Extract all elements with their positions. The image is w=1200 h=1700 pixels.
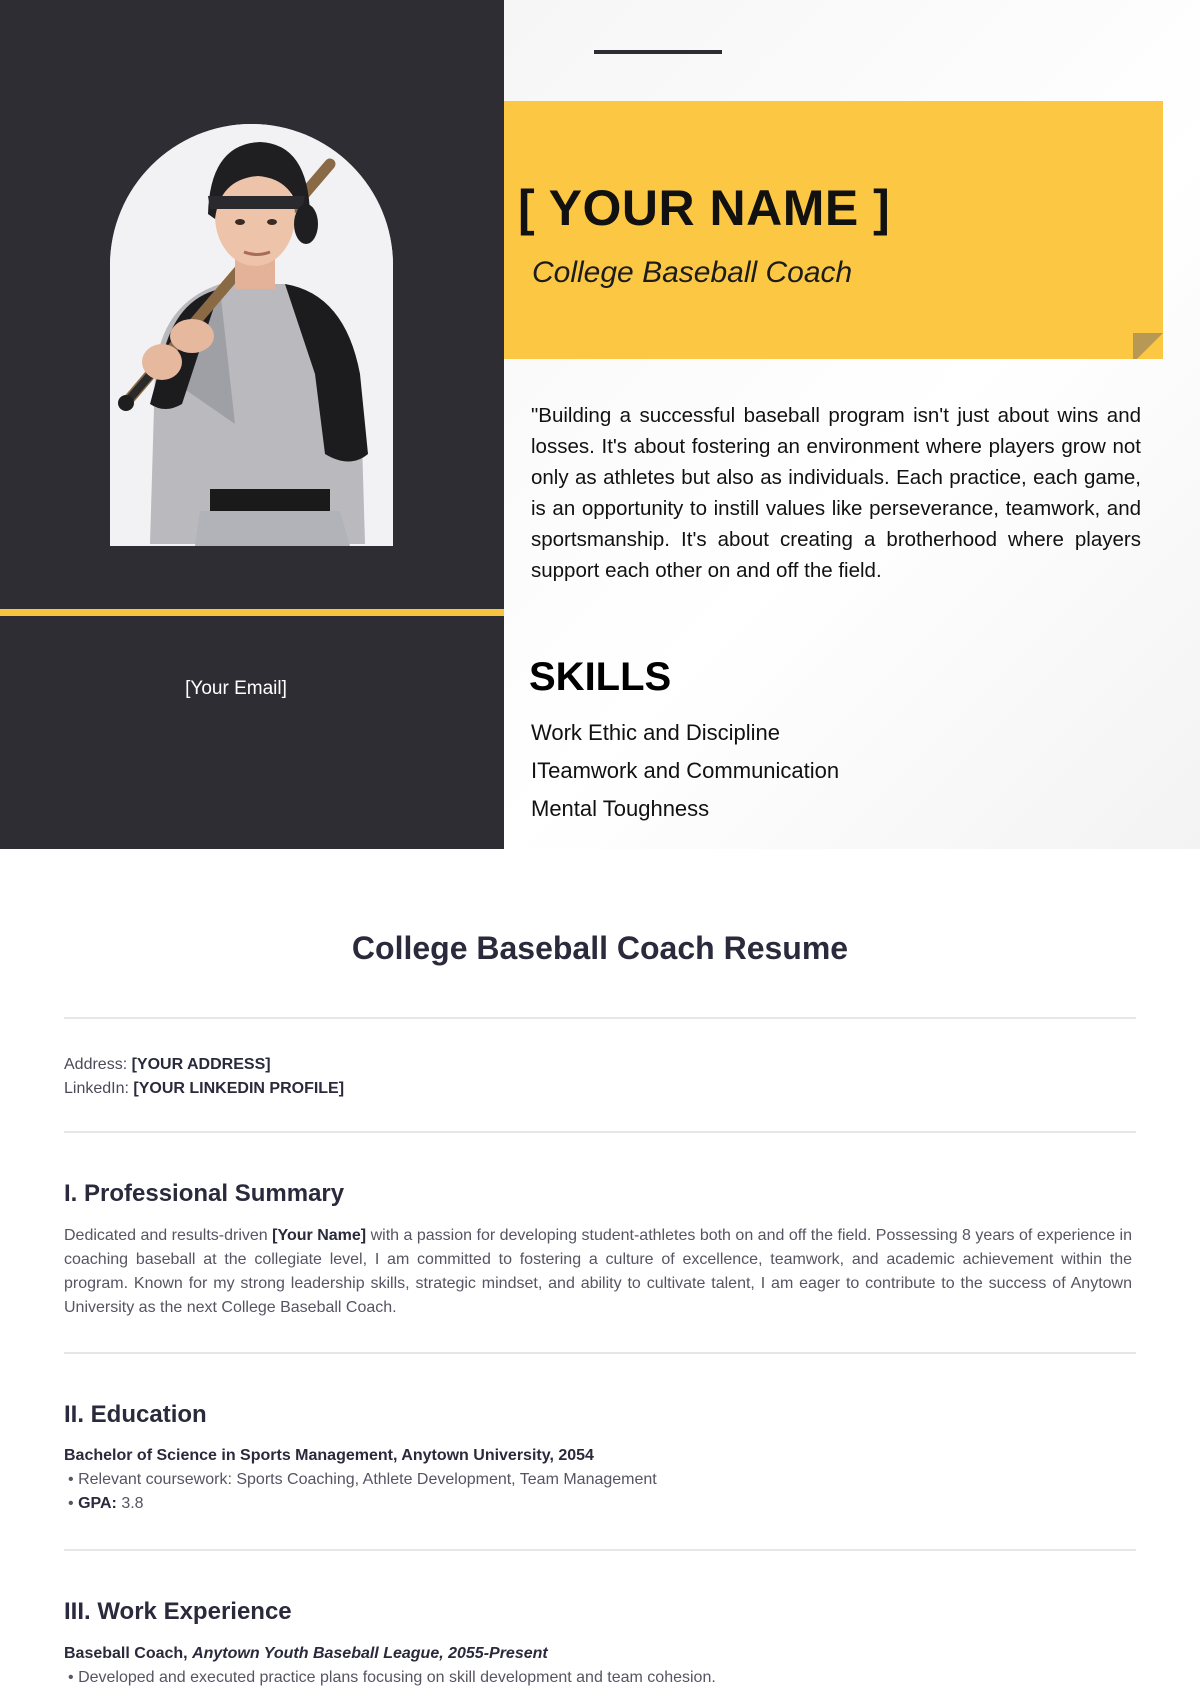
coursework-item: • Relevant coursework: Sports Coaching, Athlete Development, Team Management bbox=[68, 1471, 657, 1488]
divider bbox=[64, 1131, 1136, 1133]
contact-block bbox=[64, 1053, 344, 1101]
resume-hero bbox=[0, 0, 1200, 849]
skill-item: Work Ethic and Discipline bbox=[531, 720, 781, 745]
summary-heading: I. Professional Summary bbox=[64, 1180, 345, 1207]
summary-body: with a passion for developing student-athletes both on and off the field. Possessing 8 years of experience in coaching baseball at the collegiate level, I am committed to fostering a culture of excellence, teamwork, and academic achievement within the program. Known for my strong leadership skills, strategic mindset, and ability to cultivate talent, I am eager to contribute to the success of Anytown University as the next College Baseball Coach. bbox=[64, 1227, 1133, 1316]
accent-stripe bbox=[0, 609, 504, 616]
gpa-item bbox=[68, 1495, 144, 1513]
skills-list bbox=[531, 717, 839, 831]
gpa-value: 3.8 bbox=[121, 1495, 144, 1512]
job-title: College Baseball Coach bbox=[532, 256, 853, 289]
address-value: [YOUR ADDRESS] bbox=[131, 1056, 271, 1073]
role-title: Baseball Coach, bbox=[64, 1645, 188, 1662]
degree-line: Bachelor of Science in Sports Management, Anytown University, 2054 bbox=[64, 1447, 594, 1464]
summary-name: [Your Name] bbox=[272, 1227, 367, 1244]
coaching-quote: "Building a successful baseball program isn't just about wins and losses. It's about fostering an environment where players grow not only as athletes but also as individuals. Each practice, each game, is an opportunity to instill values like perseverance, teamwork, and sportsmanship. It's about creating a brotherhood where players support each other on and off the field. bbox=[531, 404, 1141, 582]
bullet-icon: • bbox=[68, 1669, 74, 1686]
address-line bbox=[64, 1053, 344, 1077]
divider bbox=[64, 1352, 1136, 1354]
bullet-icon: • bbox=[68, 1495, 74, 1512]
linkedin-line bbox=[64, 1077, 344, 1101]
resume-title: College Baseball Coach Resume bbox=[351, 930, 849, 966]
summary-paragraph bbox=[64, 1224, 1132, 1320]
experience-bullet: • Developed and executed practice plans focusing on skill development and team cohesion. bbox=[68, 1669, 716, 1686]
linkedin-label: LinkedIn: bbox=[64, 1080, 129, 1097]
role-organization: Anytown Youth Baseball League, 2055-Present bbox=[192, 1645, 548, 1662]
bullet-icon: • bbox=[68, 1471, 74, 1488]
address-label: Address: bbox=[64, 1056, 128, 1073]
education-heading: II. Education bbox=[64, 1401, 207, 1428]
left-panel bbox=[0, 0, 504, 849]
top-divider bbox=[594, 50, 722, 54]
candidate-name: [ YOUR NAME ] bbox=[518, 180, 891, 236]
skills-heading: SKILLS bbox=[529, 655, 672, 699]
divider bbox=[64, 1549, 1136, 1551]
linkedin-value: [YOUR LINKEDIN PROFILE] bbox=[133, 1080, 345, 1097]
gpa-label: GPA: bbox=[78, 1495, 117, 1512]
name-banner bbox=[504, 101, 1163, 359]
divider bbox=[64, 1017, 1136, 1019]
profile-photo bbox=[110, 124, 393, 546]
skill-item: ITeamwork and Communication bbox=[531, 758, 840, 783]
role-line bbox=[64, 1645, 548, 1663]
page-fold-icon bbox=[1133, 333, 1163, 359]
skill-item: Mental Toughness bbox=[531, 796, 710, 821]
summary-prefix: Dedicated and results-driven bbox=[64, 1227, 273, 1244]
experience-heading: III. Work Experience bbox=[64, 1598, 292, 1625]
email-placeholder: [Your Email] bbox=[185, 678, 287, 699]
